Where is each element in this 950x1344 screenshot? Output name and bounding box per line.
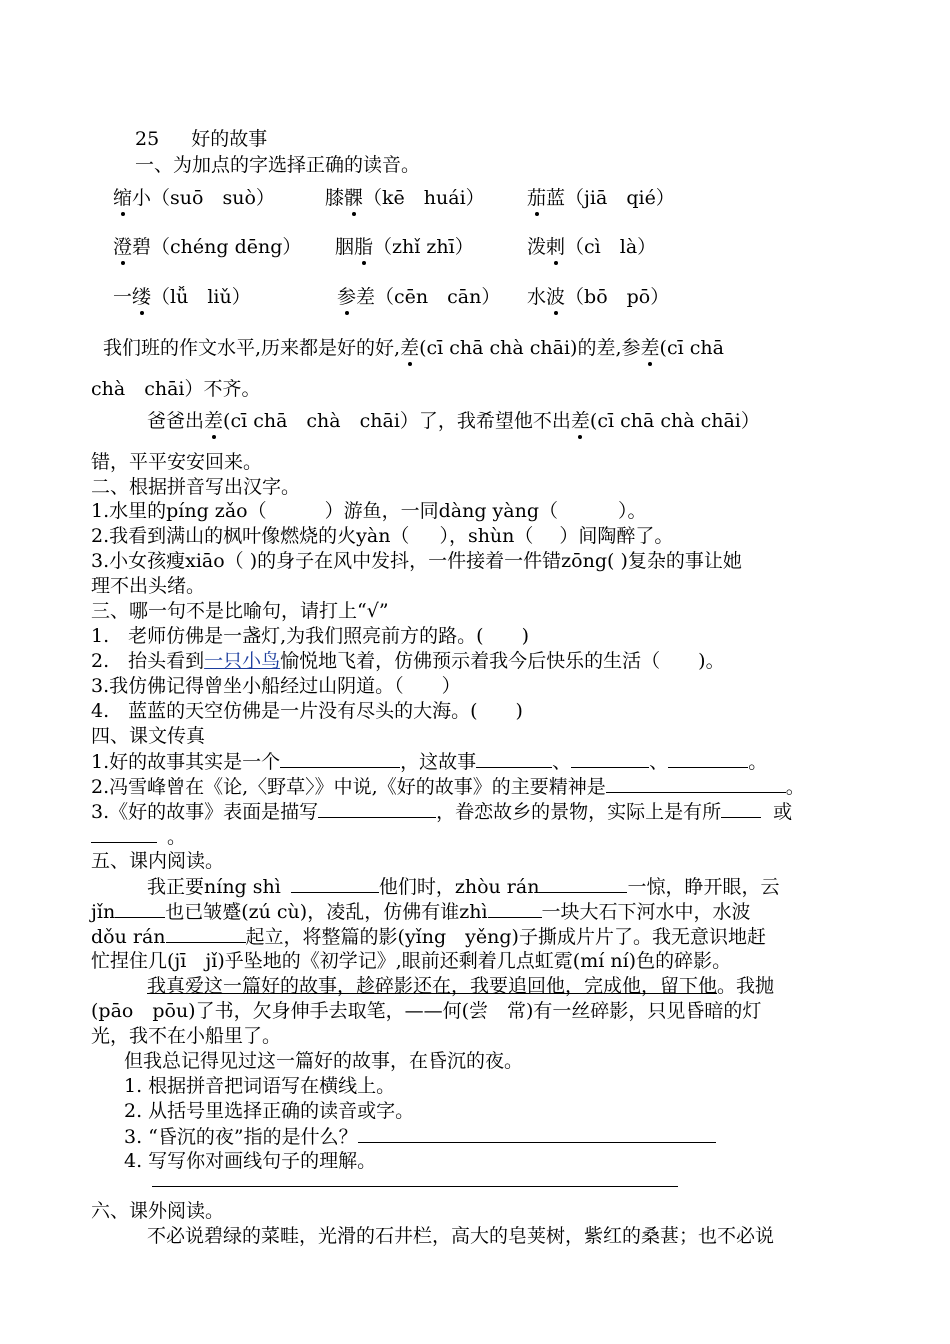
- pinyin-item: 膝髁（kē huái）: [325, 187, 485, 209]
- pinyin-options: （lǚ liǔ）: [151, 286, 251, 308]
- underlined-sentence: 我真爱这一篇好的故事，趁碎影还在，我要追回他，完成他，留下他: [147, 975, 718, 997]
- pinyin-item: 胭脂（zhǐ zhī）: [335, 236, 474, 258]
- dotted-char: 髁: [344, 187, 364, 209]
- polyphone-paragraph-2: 爸爸出差(cī chā chà chāi）了，我希望他不出差(cī chā chà chāi）: [147, 410, 760, 432]
- dotted-char: 差: [570, 410, 590, 432]
- answer-blank[interactable]: [291, 874, 379, 893]
- reading-question-2: 2. 从括号里选择正确的读音或字。: [124, 1100, 415, 1122]
- section-5-heading: 五、课内阅读。: [91, 850, 225, 872]
- answer-blank[interactable]: [358, 1124, 716, 1143]
- pinyin-item: 缩小（suō suò）: [113, 187, 275, 209]
- dotted-char: 波: [546, 286, 566, 308]
- reading-line-7: 光，我不在小船里了。: [91, 1025, 282, 1047]
- dotted-char: 剌: [546, 236, 566, 258]
- question-3-4: 4. 蓝蓝的天空仿佛是一片没有尽头的大海。( ): [91, 700, 523, 722]
- dotted-char: 差: [640, 337, 660, 359]
- reading-line-8: 但我总记得见过这一篇好的故事，在昏沉的夜。: [124, 1050, 524, 1072]
- answer-blank[interactable]: [91, 824, 157, 843]
- dotted-char: 缩: [113, 187, 133, 209]
- pinyin-item: 茄蓝（jiā qié）: [527, 187, 675, 209]
- polyphone-paragraph-1-cont: chà chāi）不齐。: [91, 378, 261, 400]
- section-3-heading: 三、哪一句不是比喻句，请打上“√”: [91, 600, 389, 622]
- answer-blank[interactable]: [115, 899, 165, 918]
- pinyin-options: （jiā qié）: [565, 187, 675, 209]
- question-4-3-cont: 。: [91, 824, 186, 849]
- reading-question-4: 4. 写写你对画线句子的理解。: [124, 1150, 377, 1172]
- pinyin-options: （bō pō）: [565, 286, 670, 308]
- question-2-3-cont: 理不出头绪。: [91, 575, 206, 597]
- polyphone-paragraph-2-cont: 错，平平安安回来。: [91, 451, 263, 473]
- answer-blank[interactable]: [606, 774, 786, 793]
- question-4-1: 1.好的故事其实是一个 ，这故事 、 、 。: [91, 751, 768, 773]
- section-4-heading: 四、课文传真: [91, 725, 206, 747]
- question-2-1: 1.水里的píng zǎo（ ）游鱼，一同dàng yàng（ ）。: [91, 500, 647, 522]
- answer-blank[interactable]: [280, 749, 400, 768]
- dotted-char: 差: [204, 410, 224, 432]
- pinyin-options: （suō suò）: [151, 187, 275, 209]
- reading-line-5: 我真爱这一篇好的故事，趁碎影还在，我要追回他，完成他，留下他。我抛: [147, 975, 775, 997]
- question-3-3: 3.我仿佛记得曾坐小船经过山阴道。（ ）: [91, 675, 461, 697]
- lesson-name: 好的故事: [191, 128, 268, 150]
- pinyin-options: （kē huái）: [363, 187, 485, 209]
- question-3-2: 2. 抬头看到一只小鸟愉悦地飞着，仿佛预示着我今后快乐的生活（ )。: [91, 650, 725, 672]
- section-6-heading: 六、课外阅读。: [91, 1200, 225, 1222]
- pinyin-item: 泼剌（cì là）: [527, 236, 657, 258]
- pinyin-item: 澄碧（chéng dēng）: [113, 236, 302, 258]
- question-4-3: 3.《好的故事》表面是描写 ，眷恋故乡的景物，实际上是有所 或: [91, 801, 793, 823]
- lesson-number: 25: [135, 128, 160, 150]
- answer-blank[interactable]: [488, 899, 542, 918]
- pinyin-item: 一缕（lǚ liǔ）: [113, 286, 251, 308]
- question-4-2: 2.冯雪峰曾在《论,〈野草〉》中说,《好的故事》的主要精神是 。: [91, 776, 805, 798]
- reading-question-3: 3. “昏沉的夜”指的是什么？: [124, 1124, 716, 1149]
- pinyin-options: （cì là）: [565, 236, 657, 258]
- section-1-heading: 一、为加点的字选择正确的读音。: [135, 154, 421, 176]
- question-2-3: 3.小女孩瘦xiāo（ )的身子在风中发抖，一件接着一件错zōng( )复杂的事让她: [91, 550, 742, 572]
- pinyin-item: 参差（cēn cān）: [337, 286, 501, 308]
- dotted-char: 缕: [132, 286, 152, 308]
- answer-blank[interactable]: [476, 749, 552, 768]
- answer-blank[interactable]: [571, 749, 649, 768]
- reading-line-1: 我正要níng shì 他们时，zhòu rán 一惊，睁开眼，云: [147, 876, 780, 898]
- reading-line-6: (pāo pōu)了书，欠身伸手去取笔，——何(尝 常)有一丝碎影，只见昏暗的灯: [91, 1000, 762, 1022]
- reading-line-4: 忙捏住几(jī jǐ)乎坠地的《初学记》,眼前还剩着几点虹霓(mí ní)色的碎影。: [91, 950, 732, 972]
- answer-blank[interactable]: [539, 874, 627, 893]
- answer-blank[interactable]: [166, 924, 246, 943]
- dotted-char: 参: [337, 286, 357, 308]
- pinyin-item: 水波（bō pō）: [527, 286, 670, 308]
- hyperlink-text[interactable]: 一只小鸟: [204, 650, 281, 672]
- pinyin-options: （zhǐ zhī）: [373, 236, 474, 258]
- answer-blank[interactable]: [318, 799, 436, 818]
- dotted-char: 茄: [527, 187, 547, 209]
- dotted-char: 脂: [354, 236, 374, 258]
- pinyin-options: （chéng dēng）: [151, 236, 302, 258]
- reading-line-2: jǐn 也已皱蹙(zú cù)，凌乱，仿佛有谁zhì 一块大石下河水中，水波: [91, 901, 751, 923]
- section-2-heading: 二、根据拼音写出汉字。: [91, 476, 301, 498]
- question-2-2: 2.我看到满山的枫叶像燃烧的火yàn（ ），shùn（ ）间陶醉了。: [91, 525, 674, 547]
- reading-line-3: dǒu rán 起立，将整篇的影(yǐng yěng)子撕成片片了。我无意识地赶: [91, 926, 766, 948]
- pinyin-options: （cēn cān）: [375, 286, 501, 308]
- lesson-title: [135, 127, 267, 151]
- dotted-char: 澄: [113, 236, 133, 258]
- answer-line[interactable]: [152, 1186, 678, 1187]
- answer-blank[interactable]: [668, 749, 748, 768]
- polyphone-paragraph-1: 我们班的作文水平,历来都是好的好,差(cī chā chà chāi)的差,参差(cī chā: [103, 337, 724, 359]
- extra-reading-line-1: 不必说碧绿的菜畦，光滑的石井栏，高大的皂荚树，紫红的桑葚；也不必说: [147, 1225, 775, 1247]
- question-3-1: 1. 老师仿佛是一盏灯,为我们照亮前方的路。( ): [91, 625, 529, 647]
- answer-blank[interactable]: [721, 799, 761, 818]
- dotted-char: 差: [400, 337, 420, 359]
- reading-question-1: 1. 根据拼音把词语写在横线上。: [124, 1075, 396, 1097]
